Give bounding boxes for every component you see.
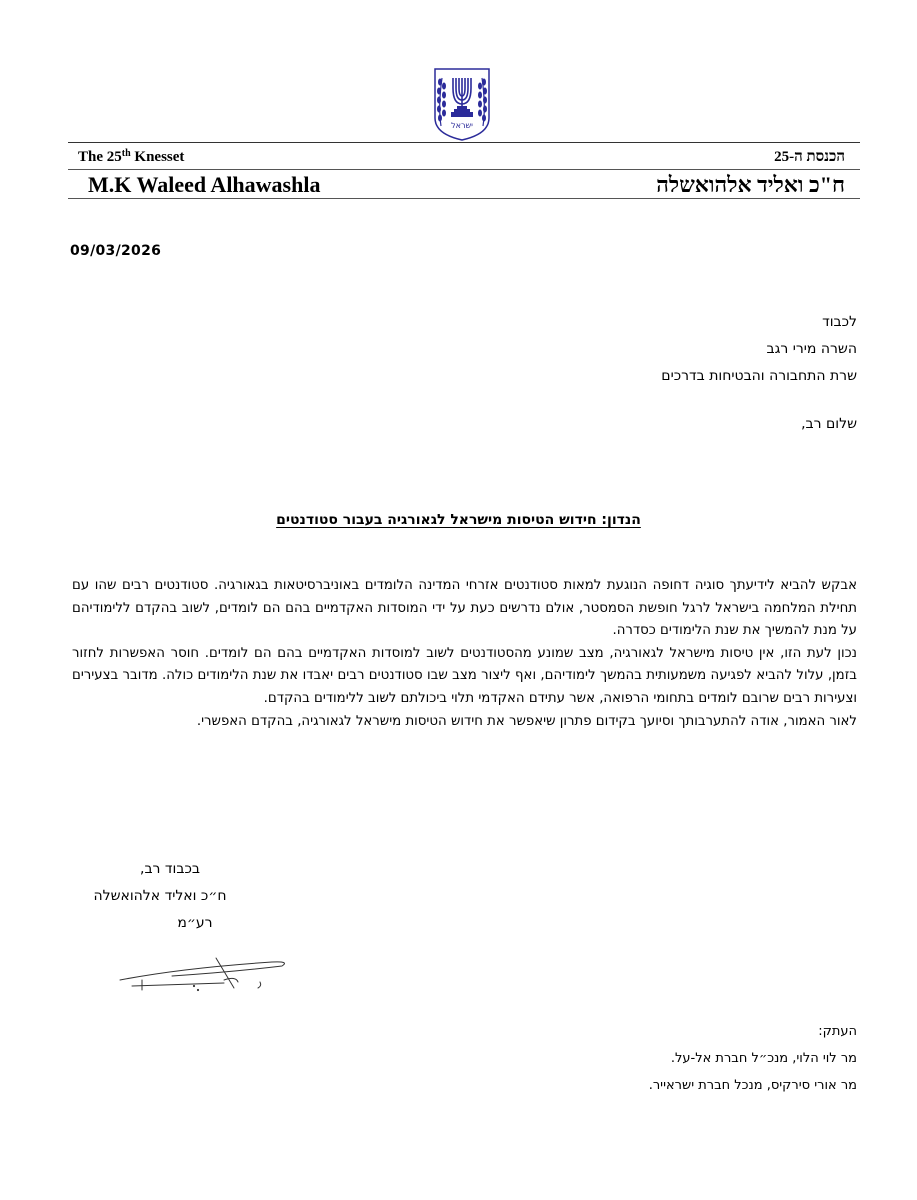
- closing-party: רע״מ: [177, 915, 213, 931]
- closing-block: [93, 856, 240, 937]
- knesset-number-he: הכנסת ה-25: [774, 149, 845, 165]
- recipient-block: [661, 309, 857, 390]
- mk-name-en: M.K Waleed Alhawashla: [88, 172, 321, 197]
- body-paragraph: לאור האמור, אודה להתערבותך וסיועך בקידום פתרון שיאפשר את חידוש הטיסות מישראל לגאורגיה, בהקדם האפשרי.: [196, 713, 857, 729]
- closing-name: ח״כ ואליד אלהואשלה: [93, 888, 227, 904]
- body-paragraph: נכון לעת הזו, אין טיסות מישראל לגאורגיה, מצב שמונע מהסטודנטים לשוב למוסדות האקדמיים בהם הם לומדים. חוסר האפשרות לחזור בזמן, עלול להביא לפגיעה משמעותית בהמשך לימודיהם, ואף ליצור מצב שבו סטודנטים רבים יאבדו את שנת הלימודים כולה. מדובר בצעירים וצעירות רבים שרובם לומדים בתחומי הרפואה, אשר עתידם האקדמי תלוי ביכולתם לשוב ללימודים בהקדם.: [72, 645, 857, 706]
- closing-regards: בכבוד רב,: [140, 861, 200, 877]
- cc-recipient: מר לוי הלוי, מנכ״ל חברת אל-על.: [670, 1051, 857, 1066]
- knesset-number-en: [78, 147, 184, 167]
- knesset-en-suffix: Knesset: [130, 149, 185, 165]
- header-rule-top: [68, 142, 860, 143]
- knesset-en-prefix: The 25: [78, 149, 122, 165]
- header-rule-middle: [68, 169, 860, 170]
- emblem-text: ישראל: [451, 121, 473, 130]
- letter-body: [72, 575, 857, 733]
- subject-line: הנדון: חידוש הטיסות מישראל לגאורגיה בעבור סטודנטים: [276, 512, 641, 528]
- body-paragraph: אבקש להביא לידיעתך סוגיה דחופה הנוגעת למאות סטודנטים אזרחי המדינה הלומדים באוניברסיטאות בגאורגיה. סטודנטים רבים שהו עם תחילת המלחמה בישראל לרגל חופשת הסמסטר, אולם נדרשים כעת על ידי המוסדות האקדמיים בהם הם לומדים, לשוב בהקדם ללימודיהם על מנת להמשיך את שנת הלימודים כסדרה.: [72, 578, 857, 639]
- cc-recipient: מר אורי סירקיס, מנכל חברת ישראייר.: [648, 1078, 857, 1093]
- menorah-emblem-icon: [432, 66, 492, 142]
- recipient-title: שרת התחבורה והבטיחות בדרכים: [661, 368, 857, 384]
- cc-label: העתק:: [818, 1024, 857, 1039]
- mk-name-he: ח"כ ואליד אלהואשלה: [656, 172, 845, 197]
- greeting: שלום רב,: [801, 416, 857, 432]
- header-rule-bottom: [68, 198, 860, 199]
- knesset-en-ordinal: th: [121, 148, 131, 159]
- letter-date: 09/03/2026: [70, 243, 162, 259]
- recipient-name: השרה מירי רגב: [766, 341, 857, 357]
- handwritten-signature-icon: [112, 950, 292, 1000]
- cc-block: [649, 1018, 857, 1099]
- recipient-salutation: לכבוד: [822, 314, 857, 330]
